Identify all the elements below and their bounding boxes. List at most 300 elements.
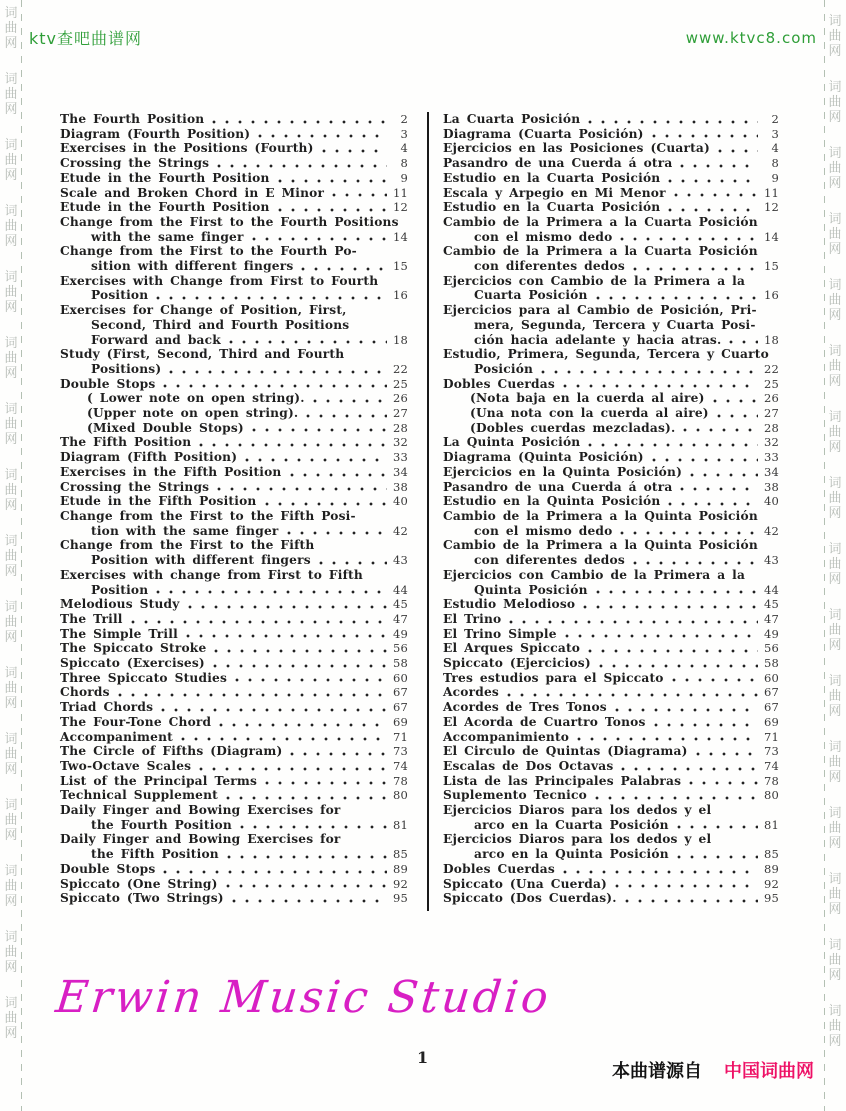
toc-entry [443,774,779,789]
entry-title: (Upper note on open string). [87,406,299,421]
entry-title: Pasandro de una Cuerda á otra [443,156,673,171]
toc-entry [443,391,779,406]
entry-page-number: 9 [400,170,408,185]
watermark-site-url: www.ktvc8.com [685,29,817,47]
toc-entry [443,465,779,480]
toc-entry [443,656,779,671]
entry-page-number: 67 [392,685,408,700]
edge-watermark-group: 词 曲 网 [4,138,18,183]
leader-dots [166,362,389,377]
leader-dots [224,847,389,862]
leader-dots [574,730,760,745]
toc-entry [60,244,408,273]
entry-title: El Arques Spiccato [443,641,581,656]
entry-title: Ejercicios en la Quinta Posición) [443,464,683,479]
toc-entry [443,597,779,612]
edge-watermark-group: 词 曲 网 [4,270,18,315]
entry-title: Three Spiccato Studies [60,670,228,685]
entry-title: con diferentes dedos [474,553,625,568]
entry-title: con diferentes dedos [474,259,625,274]
entry-title: Accompaniment [60,729,173,744]
entry-title: Etude in the Fourth Position [60,200,270,215]
entry-title: Change from the First to the Fifth [60,538,315,553]
leader-dots [710,391,760,406]
toc-entry [443,127,779,142]
leader-dots [214,480,389,495]
entry-page-number: 44 [763,582,779,597]
entry-page-number: 38 [763,479,779,494]
entry-title: Cambio de la Primera a la Quinta Posición [443,538,758,553]
toc-entry [443,186,779,201]
toc-entry [60,862,408,877]
entry-title: Spiccato (Exercises) [60,656,205,671]
entry-title: The Simple Trill [60,626,178,641]
entry-title: Cuarta Posición [474,288,588,303]
entry-page-number: 45 [763,597,779,612]
toc-entry [60,627,408,642]
entry-title: Cambio de la Primera a la Quinta Posición [443,508,758,523]
toc-entry [443,891,779,906]
edge-watermark-group: 词 曲 网 [4,468,18,513]
leader-dots [223,877,389,892]
leader-dots [185,597,389,612]
dashed-border-right [824,0,825,1111]
entry-title: Positions) [91,361,162,376]
entry-title: Spiccato (Dos Cuerdas). [443,891,617,906]
edge-watermark-group: 词 曲 网 [4,666,18,711]
edge-watermark-group: 词 曲 网 [828,608,842,653]
entry-title: Ejercicios en las Posiciones (Cuarta) [443,141,710,156]
entry-page-number: 43 [763,553,779,568]
toc-entry [443,406,779,421]
leader-dots [612,700,760,715]
entry-title: Exercises with change from First to Fifth [60,567,363,582]
leader-dots [651,715,760,730]
entry-page-number: 92 [763,876,779,891]
entry-page-number: 71 [392,729,408,744]
edge-watermark-group: 词 曲 网 [828,344,842,389]
toc-entry [60,774,408,789]
entry-page-number: 95 [392,891,408,906]
leader-dots [596,656,760,671]
entry-page-number: 25 [392,376,408,391]
entry-page-number: 28 [392,420,408,435]
edge-watermark-group: 词 曲 网 [828,476,842,521]
entry-title: Crossing the Strings [60,156,210,171]
entry-page-number: 14 [763,229,779,244]
toc-entry [60,803,408,832]
leader-dots [680,421,760,436]
entry-title: ( Lower note on open string). [87,391,305,406]
toc-entry [60,730,408,745]
entry-title: El Trino Simple [443,626,557,641]
leader-dots [178,730,389,745]
leader-dots [671,186,760,201]
edge-watermark-group: 词 曲 网 [4,72,18,117]
leader-dots [585,435,760,450]
entry-page-number: 8 [771,156,779,171]
leader-dots [630,553,760,568]
entry-title: Triad Chords [60,700,154,715]
entry-title: Scale and Broken Chord in E Minor [60,185,325,200]
entry-page-number: 40 [763,494,779,509]
entry-page-number: 34 [392,464,408,479]
toc-entry [60,435,408,450]
entry-page-number: 40 [392,494,408,509]
entry-page-number: 15 [392,259,408,274]
entry-title: (Una nota con la cuerda al aire) [470,406,709,421]
entry-page-number: 42 [392,523,408,538]
leader-dots [693,744,760,759]
toc-entry [443,671,779,686]
toc-entry [60,274,408,303]
toc-entry [443,612,779,627]
entry-title: Accompanimiento [443,729,570,744]
leader-dots [726,333,760,348]
leader-dots [196,435,389,450]
toc-entry [443,538,779,567]
entry-title: Diagrama (Quinta Posición) [443,450,644,465]
entry-page-number: 26 [763,391,779,406]
entry-page-number: 32 [763,435,779,450]
toc-entry [60,303,408,347]
entry-page-number: 28 [763,420,779,435]
entry-title: Etude in the Fifth Position [60,494,257,509]
edge-watermark-group: 词 曲 网 [4,864,18,909]
entry-page-number: 49 [763,626,779,641]
toc-entry [60,186,408,201]
entry-title: Estudio en la Cuarta Posición [443,170,661,185]
entry-page-number: 15 [763,259,779,274]
entry-title: Acordes [443,685,499,700]
edge-watermark-group: 词 曲 网 [4,402,18,447]
entry-page-number: 18 [392,332,408,347]
entry-page-number: 71 [763,729,779,744]
entry-page-number: 8 [400,156,408,171]
entry-page-number: 78 [392,773,408,788]
leader-dots [223,788,389,803]
entry-page-number: 47 [763,611,779,626]
leader-dots [677,480,760,495]
entry-title: Exercises with Change from First to Fourth [60,273,379,288]
leader-dots [677,156,760,171]
leader-dots [262,774,389,789]
entry-title: Estudio en la Cuarta Posición [443,200,661,215]
entry-title: Double Stops [60,861,156,876]
leader-dots [562,627,760,642]
entry-page-number: 33 [763,450,779,465]
leader-dots [209,112,389,127]
entry-page-number: 26 [392,391,408,406]
entry-title: Daily Finger and Bowing Exercises for [60,832,341,847]
entry-title: Lista de las Principales Palabras [443,773,682,788]
toc-entry [443,832,779,861]
entry-title: Exercises in the Fifth Position [60,464,282,479]
leader-dots [665,200,760,215]
leader-dots [618,759,760,774]
leader-dots [714,406,760,421]
toc-entry [443,156,779,171]
edge-watermark-group: 词 曲 网 [4,204,18,249]
entry-title: Tres estudios para el Spiccato [443,670,664,685]
entry-title: Ejercicios con Cambio de la Primera a la [443,567,746,582]
edge-watermark-right [827,14,843,1070]
leader-dots [669,671,760,686]
entry-page-number: 34 [763,464,779,479]
leader-dots [319,141,389,156]
entry-title: Second, Third and Fourth Positions [91,317,350,332]
entry-title: Cambio de la Primera a la Cuarta Posición [443,214,758,229]
entry-title: Crossing the Strings [60,479,210,494]
leader-dots [580,597,760,612]
edge-watermark-group: 词 曲 网 [4,336,18,381]
entry-page-number: 67 [763,685,779,700]
toc-entry [443,494,779,509]
leader-dots [649,127,760,142]
entry-title: El Trino [443,611,502,626]
entry-title: with the same finger [91,229,244,244]
toc-entry [443,421,779,436]
entry-page-number: 89 [763,861,779,876]
toc-entry [60,156,408,171]
entry-page-number: 12 [763,200,779,215]
entry-title: arco en la Quinta Posición [474,847,669,862]
toc-entry [60,509,408,538]
toc-entry [443,627,779,642]
entry-page-number: 4 [771,141,779,156]
leader-dots [216,715,389,730]
edge-watermark-group: 词 曲 网 [828,872,842,917]
leader-dots [183,627,389,642]
entry-page-number: 49 [392,626,408,641]
toc-entry [60,421,408,436]
edge-watermark-group: 词 曲 网 [4,732,18,777]
toc-spanish-column [443,112,779,906]
source-attribution [612,1057,814,1083]
toc-entry [60,597,408,612]
entry-title: Daily Finger and Bowing Exercises for [60,803,341,818]
entry-title: Exercises in the Positions (Fourth) [60,141,314,156]
toc-entry [443,730,779,745]
edge-watermark-group: 词 曲 网 [828,212,842,257]
entry-title: El Circulo de Quintas (Diagrama) [443,744,688,759]
entry-title: Spiccato (One String) [60,876,218,891]
entry-title: Escala y Arpegio en Mi Menor [443,185,666,200]
toc-entry [443,347,779,376]
entry-page-number: 67 [763,700,779,715]
toc-entry [60,347,408,376]
edge-watermark-group: 词 曲 网 [4,534,18,579]
entry-title: Ejercicios con Cambio de la Primera a la [443,273,746,288]
toc-entry [60,715,408,730]
entry-title: Dobles Cuerdas [443,376,555,391]
entry-title: ción hacia adelante y hacia atras. [474,332,722,347]
entry-page-number: 67 [392,700,408,715]
entry-title: Etude in the Fourth Position [60,170,270,185]
entry-title: Melodious Study [60,597,180,612]
studio-signature-watermark: Erwin Music Studio [53,972,554,1023]
leader-dots [284,524,389,539]
leader-dots [665,494,760,509]
toc-entry [60,391,408,406]
toc-entry [60,480,408,495]
toc-entry [443,862,779,877]
entry-page-number: 45 [392,597,408,612]
entry-title: Position with different fingers [91,553,311,568]
entry-title: Diagram (Fifth Position) [60,450,238,465]
leader-dots [687,465,760,480]
toc-entry [443,480,779,495]
edge-watermark-group: 词 曲 网 [828,1004,842,1049]
toc-entry [443,744,779,759]
entry-page-number: 11 [392,185,408,200]
entry-page-number: 2 [400,112,408,126]
entry-title: sition with different fingers [91,259,294,274]
toc-entry [60,171,408,186]
entry-title: Ejercicios Diaros para los dedos y el [443,832,712,847]
entry-page-number: 27 [392,406,408,421]
leader-dots [593,288,760,303]
leader-dots [715,141,760,156]
entry-page-number: 16 [392,288,408,303]
toc-entry [60,891,408,906]
leader-dots [249,230,389,245]
column-divider [427,112,429,911]
leader-dots [612,877,760,892]
toc-entry [443,141,779,156]
entry-page-number: 3 [400,126,408,141]
leader-dots [287,465,390,480]
leader-dots [158,700,389,715]
attribution-text: 本曲谱源自 [612,1061,702,1082]
entry-title: arco en la Cuarta Posición [474,817,669,832]
entry-title: Acordes de Tres Tonos [443,700,607,715]
entry-page-number: 43 [392,553,408,568]
edge-watermark-group: 词 曲 网 [828,146,842,191]
leader-dots [585,641,760,656]
toc-entry [443,112,779,127]
edge-watermark-group: 词 曲 网 [828,806,842,851]
entry-page-number: 12 [392,200,408,215]
leader-dots [255,127,389,142]
leader-dots [674,818,760,833]
entry-page-number: 4 [400,141,408,156]
toc-entry [60,685,408,700]
toc-entry [60,465,408,480]
leader-dots [316,553,389,568]
toc-entry [60,700,408,715]
leader-dots [153,583,389,598]
entry-title: La Quinta Posición [443,435,581,450]
toc-entry [443,877,779,892]
leader-dots [617,524,760,539]
toc-entry [443,759,779,774]
toc-entry [60,612,408,627]
toc-entry [60,656,408,671]
edge-watermark-group: 词 曲 网 [828,278,842,323]
leader-dots [275,171,389,186]
leader-dots [303,406,389,421]
entry-title: Suplemento Tecnico [443,788,587,803]
toc-english-column [60,112,408,906]
entry-title: The Circle of Fifths (Diagram) [60,744,283,759]
toc-entry [443,450,779,465]
leader-dots [160,862,389,877]
edge-watermark-group: 词 曲 网 [828,410,842,455]
leader-dots [585,112,760,127]
entry-page-number: 42 [763,523,779,538]
entry-title: mera, Segunda, Tercera y Cuarta Posi- [474,317,756,332]
toc-entry [60,406,408,421]
toc-entry [60,127,408,142]
entry-title: Diagrama (Cuarta Posición) [443,126,644,141]
leader-dots [560,862,760,877]
edge-watermark-group: 词 曲 网 [4,6,18,51]
leader-dots [249,421,389,436]
entry-page-number: 80 [392,788,408,803]
entry-title: Pasandro de una Cuerda á otra [443,479,673,494]
entry-page-number: 18 [763,332,779,347]
entry-title: La Cuarta Posición [443,112,581,126]
entry-title: Spiccato (Ejercicios) [443,656,591,671]
toc-entry [443,685,779,700]
entry-title: Estudio, Primera, Segunda, Tercera y Cuarto [443,347,769,362]
entry-page-number: 89 [392,861,408,876]
edge-watermark-group: 词 曲 网 [828,740,842,785]
entry-page-number: 16 [763,288,779,303]
leader-dots [275,200,389,215]
toc-entry [443,568,779,597]
leader-dots [226,333,389,348]
entry-page-number: 74 [763,758,779,773]
entry-page-number: 73 [392,744,408,759]
entry-page-number: 85 [763,847,779,862]
leader-dots [504,685,760,700]
toc-entry [443,803,779,832]
leader-dots [649,450,760,465]
entry-title: (Dobles cuerdas mezcladas). [470,420,676,435]
leader-dots [310,391,389,406]
entry-title: Ejercicios Diaros para los dedos y el [443,803,712,818]
leader-dots [593,583,760,598]
edge-watermark-left [3,6,19,1062]
entry-title: Position [91,582,149,597]
entry-page-number: 69 [392,714,408,729]
entry-title: Two-Octave Scales [60,758,192,773]
entry-page-number: 11 [763,185,779,200]
entry-title: The Fourth Position [60,112,205,126]
leader-dots [560,377,760,392]
toc-entry [60,641,408,656]
entry-page-number: 56 [763,641,779,656]
toc-entry [60,112,408,127]
leader-dots [287,744,389,759]
toc-entry [60,568,408,597]
leader-dots [242,450,389,465]
edge-watermark-group: 词 曲 网 [4,600,18,645]
entry-page-number: 60 [763,670,779,685]
toc-entry [443,303,779,347]
entry-page-number: 74 [392,758,408,773]
entry-page-number: 78 [763,773,779,788]
toc-entry [443,171,779,186]
toc-entry [443,788,779,803]
leader-dots [329,186,389,201]
leader-dots [622,891,760,906]
entry-page-number: 56 [392,641,408,656]
edge-watermark-group: 词 曲 网 [4,996,18,1041]
entry-title: tion with the same finger [91,523,279,538]
